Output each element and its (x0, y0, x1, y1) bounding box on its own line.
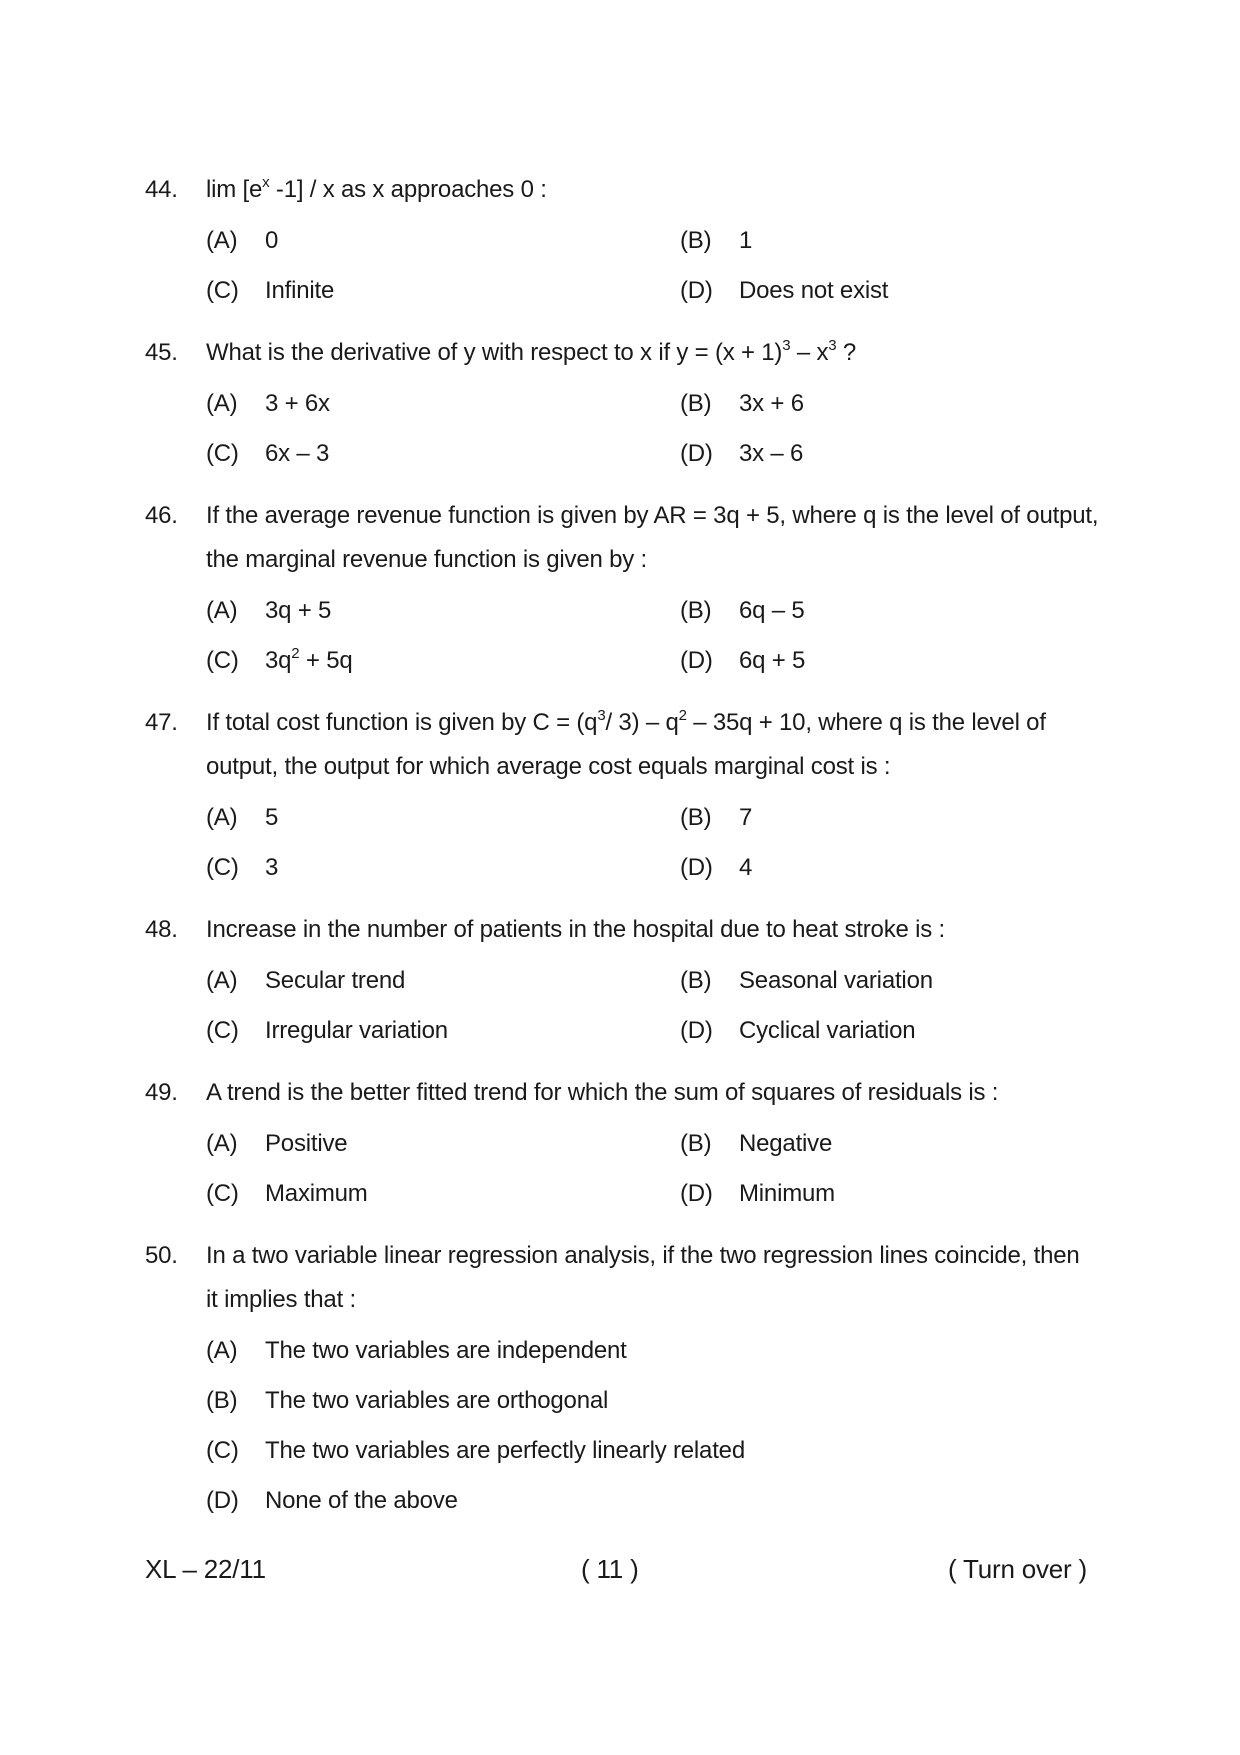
option-text: 3 + 6x (265, 390, 330, 417)
option-text: 6q + 5 (739, 647, 806, 674)
question-number: 46. (145, 502, 178, 529)
option-letter: (B) (206, 1387, 238, 1414)
option-letter: (A) (206, 390, 238, 417)
option-letter: (C) (206, 647, 239, 674)
option-text: Infinite (265, 277, 335, 304)
option-text: Does not exist (739, 277, 889, 304)
option-text: The two variables are independent (265, 1337, 627, 1364)
option-letter: (D) (680, 647, 713, 674)
option-letter: (A) (206, 597, 238, 624)
question-text: A trend is the better fitted trend for which the sum of squares of residuals is : (206, 1079, 999, 1106)
option-text: 0 (265, 227, 279, 254)
option-text: None of the above (265, 1487, 458, 1514)
option-letter: (A) (206, 967, 238, 994)
option-text: 1 (739, 227, 753, 254)
option-letter: (C) (206, 1017, 239, 1044)
option-text: Cyclical variation (739, 1017, 916, 1044)
paper-code: XL – 22/11 (145, 1554, 266, 1584)
option-text: Minimum (739, 1180, 835, 1207)
option-letter: (D) (680, 854, 713, 881)
option-letter: (B) (680, 390, 712, 417)
option-letter: (D) (680, 1017, 713, 1044)
option-letter: (B) (680, 967, 712, 994)
option-text: 6q – 5 (739, 597, 805, 624)
option-letter: (D) (680, 277, 713, 304)
option-letter: (D) (680, 440, 713, 467)
question-text-line-2: the marginal revenue function is given by : (206, 546, 647, 573)
option-text: Secular trend (265, 967, 406, 994)
option-text: 5 (265, 804, 279, 831)
question-text-line-1: If total cost function is given by $C = (q^3/$ $3) - q^2 - 35q + 10$, where q is the level of (206, 707, 1046, 736)
question-number: 49. (145, 1079, 178, 1106)
option-text: 7 (739, 804, 753, 831)
option-letter: (A) (206, 1130, 238, 1157)
option-text: The two variables are orthogonal (265, 1387, 609, 1414)
question-number: 45. (145, 339, 178, 366)
question-number: 50. (145, 1242, 178, 1269)
option-letter: (D) (680, 1180, 713, 1207)
option-letter: (C) (206, 854, 239, 881)
option-letter: (D) (206, 1487, 239, 1514)
option-text: 4 (739, 854, 753, 881)
option-letter: (C) (206, 440, 239, 467)
option-text: 3q + 5 (265, 597, 332, 624)
option-text: 3 (265, 854, 279, 881)
question-text: What is the derivative of y with respect to x if $y = (x + 1)^3 - x^3$ ? (206, 337, 857, 366)
question-text-line-1: If the average revenue function is given by AR = 3q + 5, where q is the level of output, (206, 502, 1099, 529)
option-text: $3q^2 + 5q$ (265, 645, 353, 674)
question-number: 48. (145, 916, 178, 943)
option-letter: (B) (680, 597, 712, 624)
option-letter: (B) (680, 804, 712, 831)
question-text-line-2: it implies that : (206, 1286, 356, 1313)
question-number: 44. (145, 176, 178, 203)
option-text: Irregular variation (265, 1017, 448, 1044)
option-text: 3x + 6 (739, 390, 804, 417)
question-text-line-2: output, the output for which average cost equals marginal cost is : (206, 753, 891, 780)
option-text: The two variables are perfectly linearly related (265, 1437, 745, 1464)
option-text: Seasonal variation (739, 967, 933, 994)
question-text: $\lim [e^x$ -1] / x as x approaches 0 : (206, 174, 547, 203)
option-letter: (B) (680, 1130, 712, 1157)
option-text: Negative (739, 1130, 833, 1157)
option-letter: (B) (680, 227, 712, 254)
option-text: 6x – 3 (265, 440, 330, 467)
option-letter: (A) (206, 227, 238, 254)
question-text: Increase in the number of patients in the hospital due to heat stroke is : (206, 916, 945, 943)
option-letter: (A) (206, 804, 238, 831)
option-letter: (C) (206, 1180, 239, 1207)
question-text-line-1: In a two variable linear regression analysis, if the two regression lines coincide, then (206, 1242, 1080, 1269)
option-letter: (A) (206, 1337, 238, 1364)
question-number: 47. (145, 709, 178, 736)
option-text: Positive (265, 1130, 348, 1157)
page-number: ( 11 ) (581, 1554, 639, 1584)
option-letter: (C) (206, 1437, 239, 1464)
option-letter: (C) (206, 277, 239, 304)
option-text: 3x – 6 (739, 440, 804, 467)
option-text: Maximum (265, 1180, 368, 1207)
turn-over-note: ( Turn over ) (948, 1554, 1087, 1584)
